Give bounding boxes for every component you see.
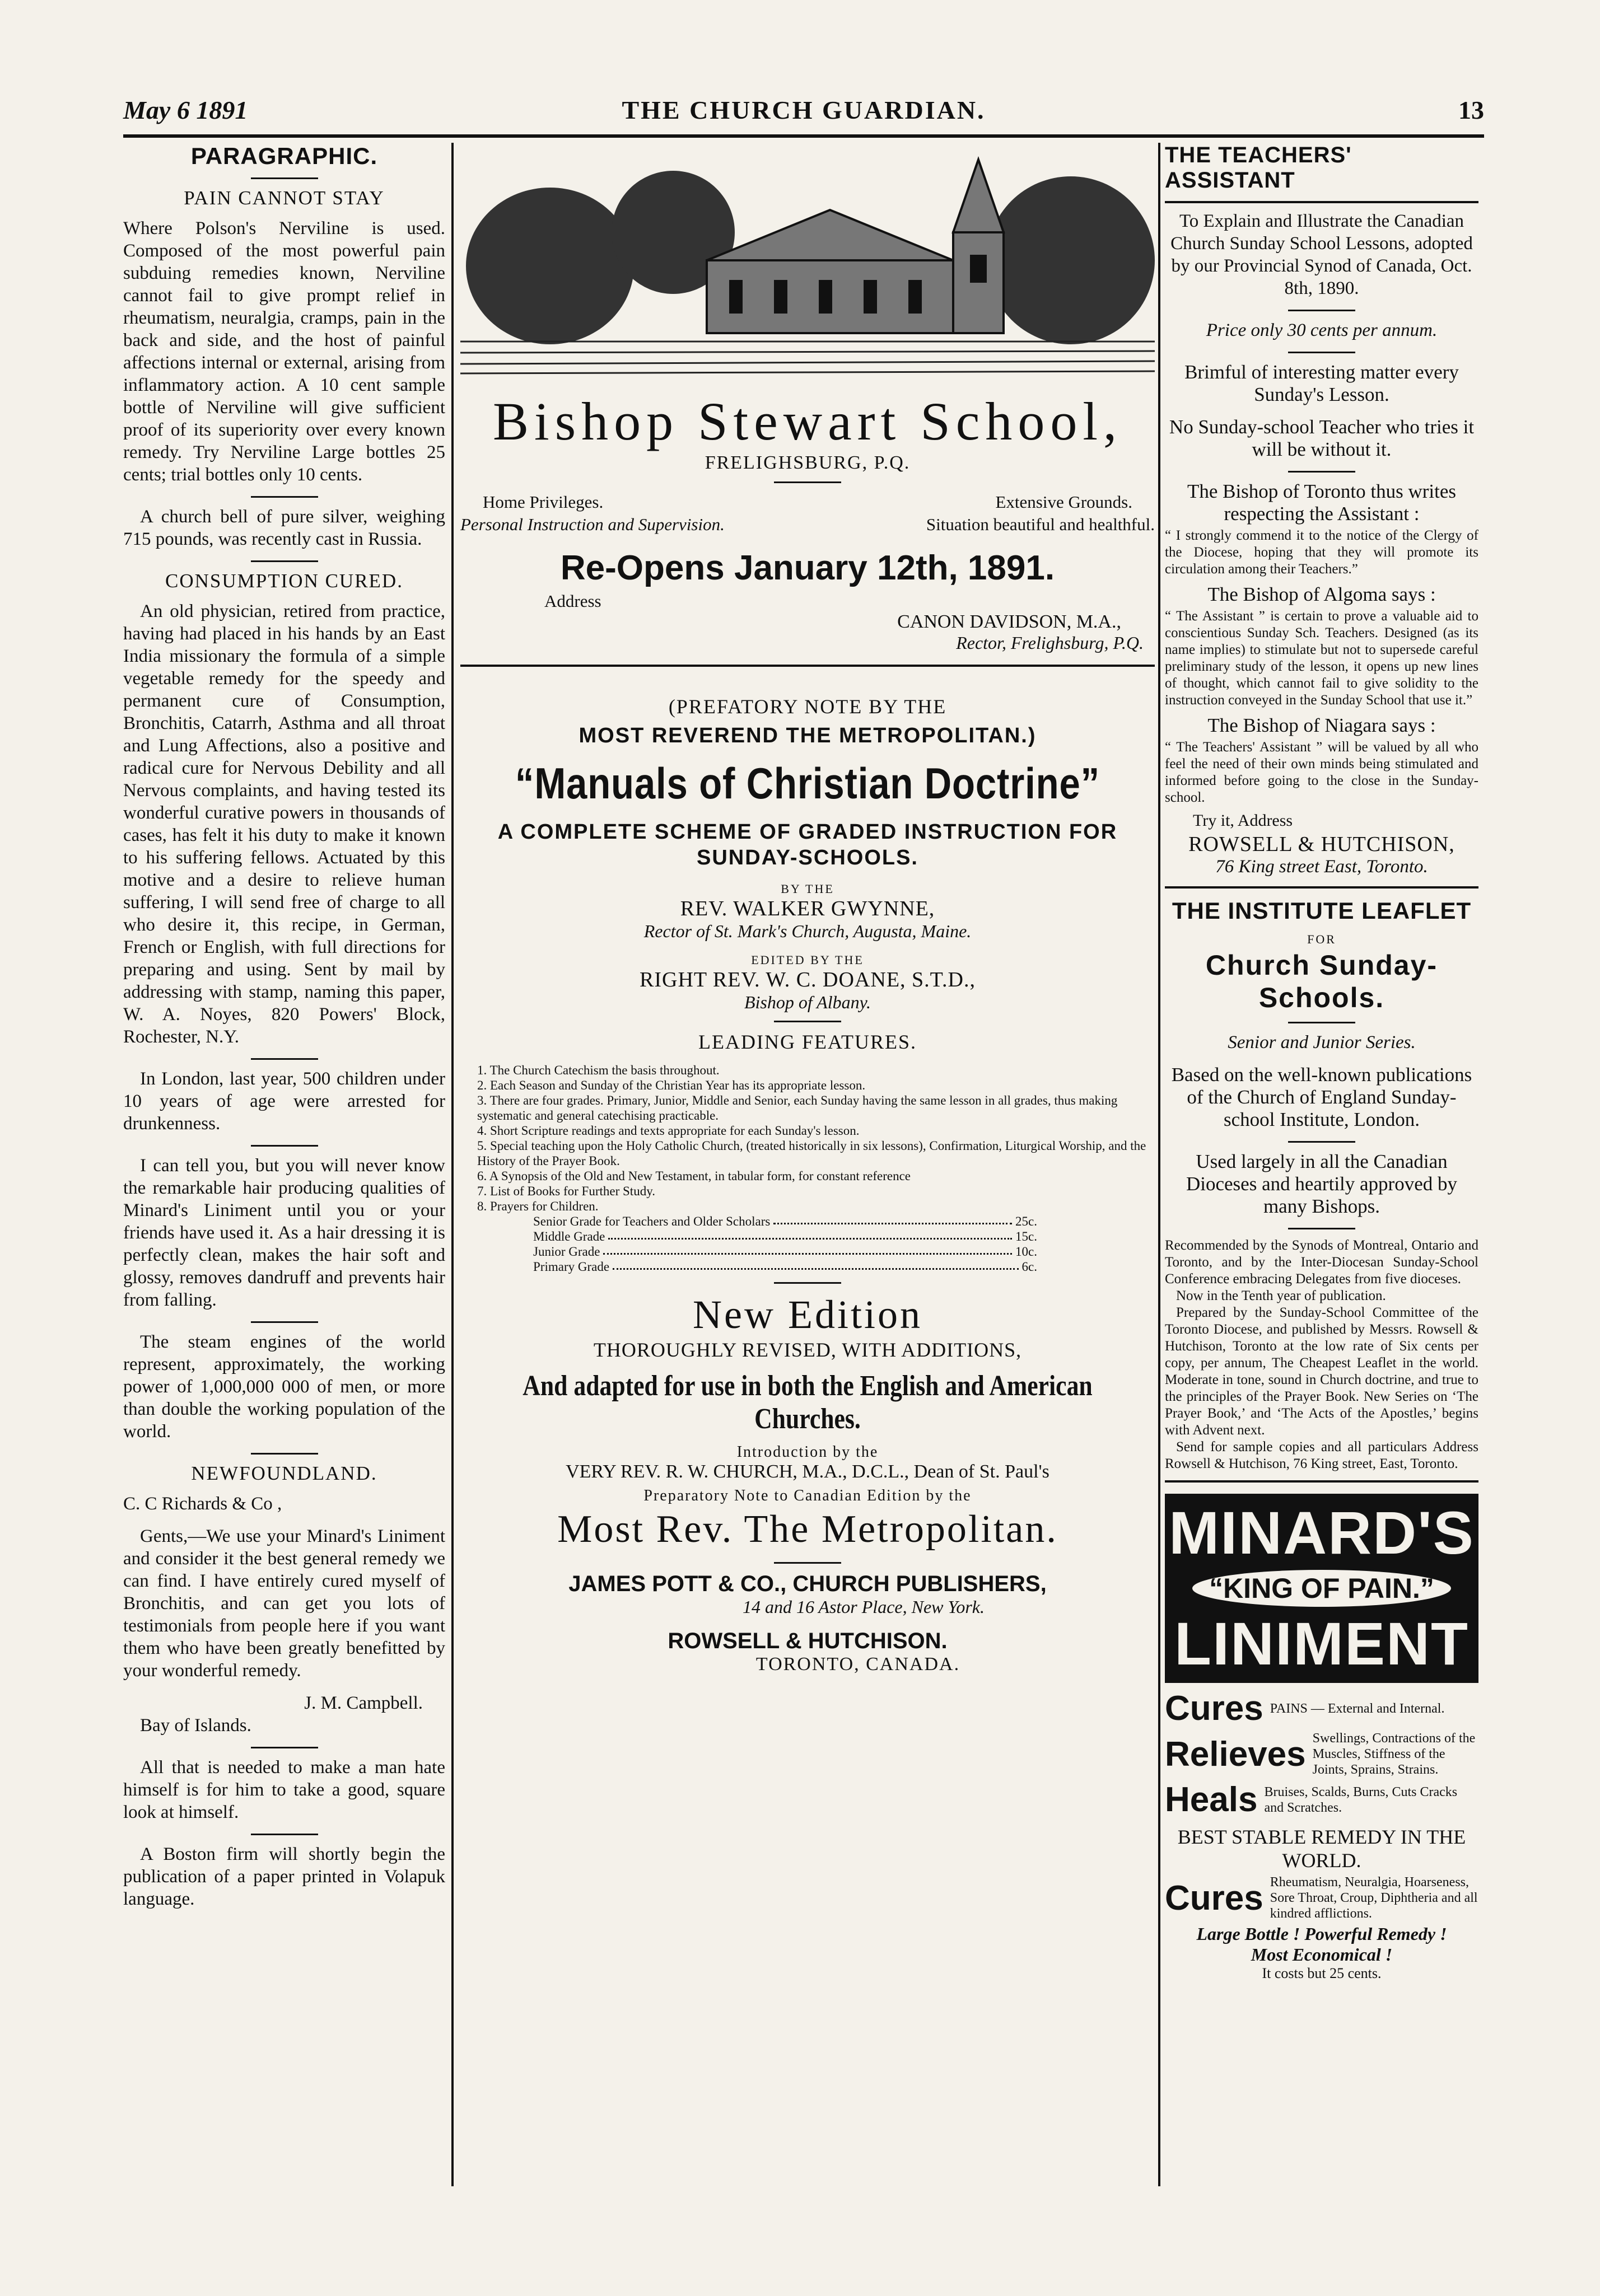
cures-second-word: Cures <box>1165 1878 1263 1918</box>
divider <box>1288 471 1355 473</box>
extensive-grounds: Extensive Grounds. <box>995 492 1132 512</box>
divider <box>1288 1141 1355 1143</box>
liniment-wordmark: LINIMENT <box>1174 1610 1469 1677</box>
hate-himself-paragraph: All that is needed to make a man hate himself is for him to take a good, square look at himself. <box>123 1757 445 1822</box>
price-row <box>533 1259 1037 1274</box>
right-column <box>1165 143 1478 1982</box>
church-bell-paragraph: A church bell of pure silver, weighing 715 pounds, was recently cast in Russia. <box>123 507 445 549</box>
price-list <box>533 1214 1037 1274</box>
divider <box>251 1145 318 1147</box>
king-of-pain: “KING OF PAIN.” <box>1192 1570 1451 1607</box>
price-value: 10c. <box>1015 1245 1037 1259</box>
algoma-line: The Bishop of Algoma says : <box>1207 583 1436 605</box>
price-row <box>533 1244 1037 1259</box>
adapted-line: And adapted for use in both the English and American Churches. <box>523 1370 1093 1435</box>
features-list <box>477 1063 1155 1214</box>
feature-item: 3. There are four grades. Primary, Junior, Middle and Senior, each Sunday having the same lesson in all grades, thus making systematic and general catechising practicable. <box>477 1093 1118 1123</box>
left-column <box>123 143 445 1920</box>
hair-paragraph: I can tell you, but you will never know the remarkable hair producing qualities of Minard's Liniment until you or your friends have used it. As a hair dressing it is perfectly clean, makes the hair soft and glossy, removes dandruff and prevents hair from falling. <box>123 1156 445 1310</box>
divider <box>251 1453 318 1455</box>
reopens-date: Re-Opens January 12th, 1891. <box>560 549 1055 587</box>
cures-description: PAINS — External and Internal. <box>1270 1701 1445 1716</box>
feature-item: 4. Short Scripture readings and texts appropriate for each Sunday's lesson. <box>477 1124 860 1138</box>
issue-date: May 6 1891 <box>123 96 248 124</box>
cures-word: Cures <box>1165 1689 1263 1728</box>
price-label: Junior Grade <box>533 1245 600 1259</box>
minards-wordmark: MINARD'S <box>1169 1499 1475 1566</box>
price-row <box>533 1229 1037 1244</box>
price-value: 25c. <box>1015 1214 1037 1228</box>
price-value: 15c. <box>1015 1229 1037 1243</box>
toronto-canada: TORONTO, CANADA. <box>755 1654 960 1675</box>
for-label: FOR <box>1307 932 1336 946</box>
assistant-price: Price only 30 cents per annum. <box>1206 320 1438 340</box>
school-features-row <box>460 491 1155 513</box>
divider <box>251 496 318 498</box>
divider <box>774 1562 841 1564</box>
revised-line: THOROUGHLY REVISED, WITH ADDITIONS, <box>593 1339 1022 1361</box>
consumption-title: CONSUMPTION CURED. <box>165 570 403 592</box>
situation-text: Situation beautiful and healthful. <box>926 515 1155 534</box>
costs-line: It costs but 25 cents. <box>1262 1965 1382 1981</box>
try-it-line: Try it, Address <box>1193 811 1293 830</box>
minards-liniment-ad <box>1165 1494 1478 1683</box>
niagara-line: The Bishop of Niagara says : <box>1207 714 1436 736</box>
feature-item: 1. The Church Catechism the basis throughout. <box>477 1063 720 1077</box>
metropolitan-line: Most Rev. The Metropolitan. <box>557 1508 1058 1551</box>
price-row <box>533 1214 1037 1229</box>
section-rule <box>1165 1480 1478 1483</box>
rowsell-name: ROWSELL & HUTCHISON, <box>1188 833 1455 856</box>
home-privileges: Home Privileges. <box>483 492 604 512</box>
school-description-row <box>460 513 1155 536</box>
feature-item: 2. Each Season and Sunday of the Christian Year has its appropriate lesson. <box>477 1078 866 1092</box>
divider <box>1288 1022 1355 1023</box>
brimful-text: Brimful of interesting matter every Sunday's Lesson. <box>1184 361 1459 405</box>
price-value: 6c. <box>1021 1260 1037 1274</box>
church-line: VERY REV. R. W. CHURCH, M.A., D.C.L., Dean of St. Paul's <box>566 1461 1049 1482</box>
most-reverend-line: MOST REVEREND THE METROPOLITAN.) <box>579 724 1037 747</box>
price-label: Senior Grade for Teachers and Older Scholars <box>533 1214 771 1228</box>
prepared-text: Prepared by the Sunday-School Committee of the Toronto Diocese, and published by Messrs. Rowsell & Hutchison, Toronto at the low rate of Six cents per copy, per annum, The Cheapest Leaflet in the world. Moderate in tone, sound in Church doctrine, and true to the principles of the Prayer Book. New Series on ‘The Prayer Book,’ and ‘The Acts of the Apostles,’ begins with Advent next. <box>1165 1305 1478 1438</box>
consumption-paragraph: An old physician, retired from practice, having had placed in his hands by an East India missionary the formula of a simple vegetable remedy for the speedy and permanent cure of Consumption, Bronchitis, Catarrh, Asthma and all throat and Lung Affections, also a positive and radical cure for Nervous Debility and all Nervous complaints, and having tested its wonderful curative powers in thousands of cases, has felt it his duty to make it known to his suffering fellows. Actuated by this motive and a desire to relieve human suffering, I will send free of charge to all who desire it, this recipe, in German, French or English, with full directions for preparing and using. Sent by mail by addressing with stamp, naming this paper, W. A. Noyes, 820 Powers' Block, Rochester, N.Y. <box>123 601 445 1047</box>
best-stable-remedy: BEST STABLE REMEDY IN THE WORLD. <box>1177 1826 1466 1872</box>
introduction-label: Introduction by the <box>736 1443 879 1461</box>
no-teacher-text: No Sunday-school Teacher who tries it will be without it. <box>1169 416 1475 460</box>
toronto-quote: “ I strongly commend it to the notice of the Clergy of the Diocese, hoping that they will promote its circulation among their Teachers.” <box>1165 528 1478 577</box>
new-edition-title: New Edition <box>693 1292 922 1337</box>
newspaper-title: THE CHURCH GUARDIAN. <box>622 96 986 124</box>
institute-leaflet-heading: THE INSTITUTE LEAFLET <box>1172 897 1472 924</box>
divider <box>251 1058 318 1060</box>
canon-name: CANON DAVIDSON, M.A., <box>897 611 1121 632</box>
relieves-word: Relieves <box>1165 1734 1306 1774</box>
nerviline-paragraph: Where Polson's Nerviline is used. Composed of the most powerful pain subduing remedies known, Nerviline cannot fail to give prompt relief in rheumatism, neuralgia, cramps, pain in the back and side, and the host of painful affections internal or external, arising from inflammatory action. A 10 cent sample bottle of Nerviline will give sufficient proof of its superiority over every known remedy. Try Nerviline Large bottles 25 cents; trial bottles only 10 cents. <box>123 218 445 485</box>
large-bottle-line: Large Bottle ! Powerful Remedy ! <box>1196 1924 1447 1944</box>
letter-signature: J. M. Campbell. <box>304 1693 423 1713</box>
feature-item: 7. List of Books for Further Study. <box>477 1184 655 1198</box>
feature-item: 5. Special teaching upon the Holy Catholic Church, (treated historically in six lessons), Confirmation, Liturgical Worship, and the History of the Prayer Book. <box>477 1139 1146 1168</box>
masthead <box>123 92 1484 138</box>
niagara-quote: “ The Teachers' Assistant ” will be valued by all who feel the need of their own minds being stimulated and informed before going to the close in the Sunday-school. <box>1165 740 1478 805</box>
newfoundland-title: NEWFOUNDLAND. <box>191 1462 377 1484</box>
pott-address: 14 and 16 Astor Place, New York. <box>742 1597 985 1617</box>
rector-line: Rector, Frelighsburg, P.Q. <box>956 633 1144 653</box>
leading-features-title: LEADING FEATURES. <box>698 1031 917 1053</box>
london-paragraph: In London, last year, 500 children under 10 years of age were arrested for drunkenness. <box>123 1069 445 1134</box>
cures-row <box>1165 1689 1478 1728</box>
series-line: Senior and Junior Series. <box>1228 1032 1416 1053</box>
divider <box>1288 310 1355 311</box>
feature-item: 6. A Synopsis of the Old and New Testament, in tabular form, for constant reference <box>477 1169 911 1183</box>
assistant-intro: To Explain and Illustrate the Canadian Church Sunday School Lessons, adopted by our Provincial Synod of Canada, Oct. 8th, 1890. <box>1170 211 1473 298</box>
divider <box>251 177 318 179</box>
divider <box>251 1321 318 1323</box>
heals-row <box>1165 1780 1478 1820</box>
preparatory-note-label: Preparatory Note to Canadian Edition by the <box>643 1487 972 1504</box>
divider <box>1288 1228 1355 1229</box>
church-engraving-image <box>460 148 1155 378</box>
gwynne-title: Rector of St. Mark's Church, Augusta, Maine. <box>643 921 972 941</box>
gwynne-name: REV. WALKER GWYNNE, <box>680 897 935 920</box>
steam-paragraph: The steam engines of the world represent, approximately, the working power of 1,000,000 000 of men, or more than double the working population of the world. <box>123 1332 445 1442</box>
divider <box>251 1834 318 1835</box>
teachers-assistant-heading: THE TEACHERS' ASSISTANT <box>1165 143 1352 193</box>
doane-name: RIGHT REV. W. C. DOANE, S.T.D., <box>640 968 976 992</box>
personal-instruction: Personal Instruction and Supervision. <box>460 515 725 534</box>
divider <box>251 1747 318 1748</box>
paragraphic-heading: PARAGRAPHIC. <box>190 143 378 169</box>
based-on-text: Based on the well-known publications of the Church of England Sunday-school Institute, London. <box>1171 1064 1472 1130</box>
column-rule-left <box>451 143 454 2186</box>
relieves-row <box>1165 1731 1478 1778</box>
heals-description: Bruises, Scalds, Burns, Cuts Cracks and Scratches. <box>1264 1784 1458 1815</box>
by-the-label: BY THE <box>781 882 834 896</box>
doane-title: Bishop of Albany. <box>744 992 871 1012</box>
toronto-bishop-line: The Bishop of Toronto thus writes respecting the Assistant : <box>1187 480 1457 525</box>
publisher-pott: JAMES POTT & CO., CHURCH PUBLISHERS, <box>568 1572 1047 1596</box>
newfoundland-letter: Gents,—We use your Minard's Liniment and consider it the best general remedy we can find. I have entirely cured myself of Bronchitis, and can get you lots of testimonials from people here if you want them who have been greatly benefitted by your wonderful remedy. <box>123 1526 445 1681</box>
pain-cannot-stay-title: PAIN CANNOT STAY <box>184 187 385 209</box>
page-number: 13 <box>1458 96 1484 124</box>
recommended-text: Recommended by the Synods of Montreal, Ontario and Toronto, and by the Inter-Diocesan Sunday-School Conference embracing Delegates from five dioceses. <box>1165 1238 1478 1287</box>
divider <box>774 481 841 483</box>
school-title: Bishop Stewart School, <box>493 391 1122 451</box>
middle-column <box>460 143 1155 1675</box>
manuals-title: “Manuals of Christian Doctrine” <box>515 759 1100 808</box>
section-rule <box>460 665 1155 667</box>
complete-scheme: A COMPLETE SCHEME OF GRADED INSTRUCTION FOR SUNDAY-SCHOOLS. <box>497 820 1118 869</box>
price-label: Primary Grade <box>533 1260 610 1274</box>
cures-second-description: Rheumatism, Neuralgia, Hoarseness, Sore Throat, Croup, Diphtheria and all kindred afflictions. <box>1270 1875 1478 1921</box>
algoma-quote: “ The Assistant ” is certain to prove a valuable aid to conscientious Sunday Sch. Teachers. Designed (as its name implies) to stimulate but not to supersede careful preliminary study of the lesson, it opens up new lines of thought, which cannot fail to give solidity to the instruction conveyed in the Sunday School that use it.” <box>1165 609 1478 708</box>
relieves-description: Swellings, Contractions of the Muscles, Stiffness of the Joints, Sprains, Strains. <box>1312 1731 1476 1777</box>
divider <box>251 560 318 562</box>
used-largely-text: Used largely in all the Canadian Dioceses and heartily approved by many Bishops. <box>1186 1151 1457 1217</box>
tenth-year-text: Now in the Tenth year of publication. <box>1176 1288 1386 1303</box>
divider <box>1288 352 1355 353</box>
school-location: FRELIGHSBURG, P.Q. <box>705 452 911 473</box>
address-label: Address <box>544 591 601 611</box>
section-rule <box>1165 886 1478 889</box>
feature-item: 8. Prayers for Children. <box>477 1199 599 1213</box>
cures-second-row <box>1165 1874 1478 1921</box>
rowsell-address: 76 King street East, Toronto. <box>1215 857 1428 877</box>
church-sunday-schools: Church Sunday-Schools. <box>1205 950 1438 1013</box>
most-economical-line: Most Economical ! <box>1251 1944 1393 1965</box>
volapuk-paragraph: A Boston firm will shortly begin the publication of a paper printed in Volapuk language. <box>123 1844 445 1909</box>
price-label: Middle Grade <box>533 1229 605 1243</box>
divider <box>774 1282 841 1284</box>
heading-rule <box>1165 201 1478 203</box>
send-text: Send for sample copies and all particulars Address Rowsell & Hutchison, 76 King street, East, Toronto. <box>1165 1439 1478 1471</box>
edited-by-label: EDITED BY THE <box>751 953 864 967</box>
publisher-rowsell: ROWSELL & HUTCHISON. <box>668 1629 948 1653</box>
letter-place: Bay of Islands. <box>140 1715 251 1736</box>
column-rule-right <box>1158 143 1160 2186</box>
newfoundland-address: C. C Richards & Co , <box>123 1494 282 1514</box>
divider <box>774 1021 841 1022</box>
prefatory-note: (PREFATORY NOTE BY THE <box>668 695 947 718</box>
heals-word: Heals <box>1165 1780 1258 1819</box>
